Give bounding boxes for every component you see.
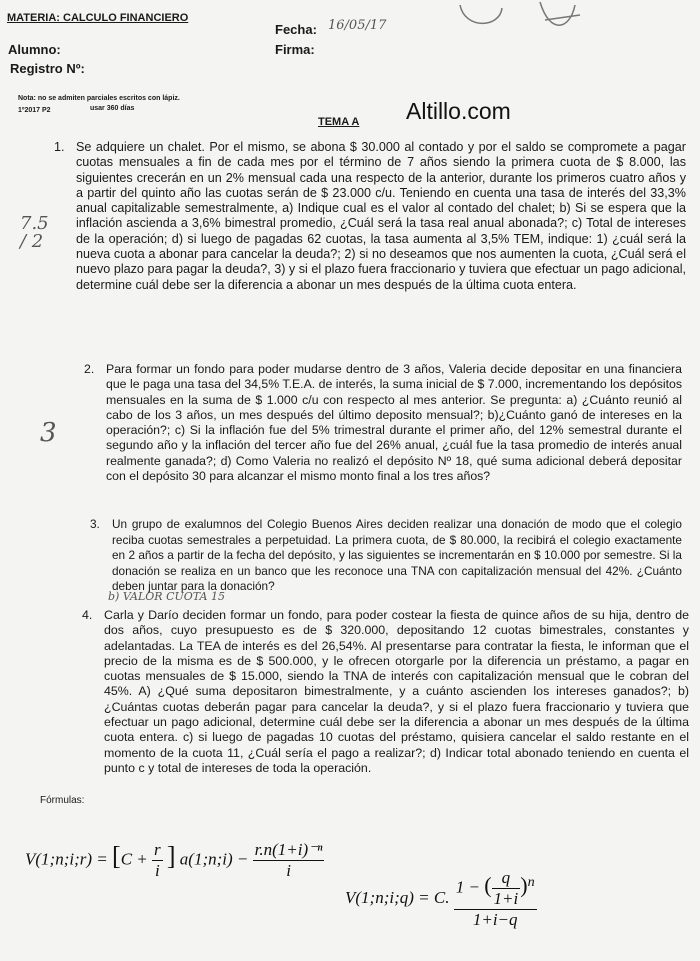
formula-2 — [345, 868, 537, 930]
formulas-label: Fórmulas: — [40, 795, 85, 806]
student-label: Alumno: — [8, 42, 61, 57]
question-text: Para formar un fondo para poder mudarse dentro de 3 años, Valeria decide depositar en una financiera que le paga una tasa del 34,5% T.E.A. de interés, la suma inicial de $ 7.000, incrementando los depósitos mensuales en la suma de $ 1.000 c/u con respecto al mes anterior. Se pregunta: a) ¿Cuánto reunió al cabo de los 3 años, un mes después del último deposito mensual?; b)¿Cuánto ganó de intereses en la operación?; c) Si la inflación fue del 5% trimestral durante el primer año, del 12% semestral durante el segundo año y la inflación del tercer año fue del 26% anual, ¿cuál fue la tasa promedio de interés anual realmente ganada?; d) Como Valeria no realizó el depósito Nº 18, qué suma adicional deberá depositar con el depósito 30 para alcanzar el mismo monto final a los tres años? — [106, 362, 682, 484]
question-number: 1. — [54, 140, 65, 154]
fraction-numerator — [454, 868, 537, 910]
paren-open: ( — [484, 872, 492, 898]
question-3 — [90, 517, 682, 595]
question-text: Un grupo de exalumnos del Colegio Buenos Aires deciden realizar una donación de modo que el colegio reciba cuotas semestrales a perpetuidad. La primera cuota, de $ 80.000, la recibirá el colegio exactamente en 2 años a partir de la fecha del depósito, y las siguientes se incrementarán en $ 10.000 por semestre. Si la donación se realiza en un banco que les reconoce una TNA con capitalización mensual del 42%. ¿Cuánto deben juntar para la donación? — [112, 517, 682, 593]
fraction-denominator: i — [286, 861, 291, 880]
question-text: Carla y Darío deciden formar un fondo, para poder costear la fiesta de quince años de su hija, dentro de dos años, cuyo presupuesto es de $ 320.000, depositando 12 cuotas bimestrales, constantes y adelantadas. La TEA de interés es del 26,54%. Al presentarse para contratar la fiesta, le informan que el precio de la misma es de $ 500.000, y le ofrecen otorgarle por la diferencia un préstamo, a pagar en cuotas mensuales de $ 15.000, siendo la TNA de interés con capitalización mensual que le cobran del 45%. A) ¿Qué suma depositaron bimestralmente, y a cuánto ascienden los intereses ganados?; b) ¿Cuántas cuotas deberán pagar para cancelar la deuda?, y si el plazo fuera fraccionario y tuviera que efectuar un pago adicional, determine cuál debe ser la diferencia a abonar un mes después de la última cuota entera. c) si luego de pagadas 10 cuotas del préstamo, quisiera cancelar el saldo restante en el momento de la cuota 11, ¿Cuál sería el pago a realizar?; d) Indicar total abonado teniendo en cuenta el punto c y total de intereses de toda la operación. — [104, 608, 689, 775]
paren-close: ) — [520, 872, 528, 898]
question-number: 2. — [84, 362, 95, 376]
exponent: n — [527, 873, 535, 890]
question-number: 3. — [90, 517, 100, 531]
fraction-r-over-i — [152, 840, 163, 881]
question-2 — [84, 362, 682, 484]
bracket-open: [ — [112, 841, 121, 871]
period-label: 1º2017 P2 — [18, 107, 51, 114]
question-1 — [54, 140, 686, 293]
fraction-denominator: i — [154, 861, 160, 880]
formula-1-annuity: a(1;n;i) − — [179, 849, 249, 869]
fraction-denominator: 1+i−q — [472, 910, 518, 929]
formula-1: V(1;n;i;r) = [C + $\frac{r}{i}$ ] a(1;n;i) − $\frac{\text{r.n(1+i)⁻ⁿ}}{i}$ — [25, 840, 323, 880]
question-text: Se adquiere un chalet. Por el mismo, se abona $ 30.000 al contado y por el saldo se compromete a pagar cuotas mensuales a fin de cada mes por el término de 7 años siendo la primera cuota de $ 8.000, las siguientes crecerán en un 2% mensual cada una respecto de la anterior, durante los primeros cuatro años y a partir del quinto año las cuotas serán de $ 23.000 c/u. Teniendo en cuenta una tasa de interés del 33,3% anual capitalizable semestralmente, a) Indique cual es el valor al contado del chalet; b) Si se espera que la inflación ascienda a 3,6% bimestral promedio, ¿Cuál será la tasa real anual abonada?; c) Total de intereses de la operación; d) si luego de pagadas 62 cuotas, la tasa aumenta al 3,5% TEM, indique: 1) ¿cuál será la nueva cuota a abonar para cancelar la deuda?; 2) si no deseamos que nos aumenten la cuota, ¿Cuál será el nuevo plazo para pagar la deuda?, 3) y si el plazo fuera fraccionario y tuviera que efectuar un pago adicional, determine cuál debe ser la diferencia a abonar un mes después de la última cuota entera. — [76, 140, 686, 292]
page-title: TEMA A — [318, 116, 360, 128]
question-4 — [82, 608, 689, 776]
signature-label: Firma: — [275, 42, 315, 57]
grade-mark-q2: 3 — [40, 418, 57, 448]
fraction-numerator: r.n(1+i)⁻ⁿ — [254, 840, 323, 859]
registry-label: Registro Nº: — [10, 61, 85, 76]
fraction-term — [253, 840, 325, 881]
subject-label: MATERIA: CALCULO FINANCIERO — [7, 12, 189, 24]
fraction-denominator: 1+i — [493, 889, 519, 908]
date-label: Fecha: — [275, 22, 317, 37]
signature-scribble — [440, 0, 590, 45]
grade-mark-q1: 7.5 / 2 — [20, 213, 49, 252]
note-line: Nota: no se admiten parciales escritos con lápiz. — [18, 95, 180, 102]
bracket-close: ] — [166, 841, 176, 871]
formula-2-lhs: V(1;n;i;q) = C. — [345, 887, 450, 907]
fraction-main — [454, 868, 537, 930]
watermark: Altillo.com — [406, 98, 511, 124]
fraction-numerator: q — [492, 868, 521, 889]
date-value: 16/05/17 — [328, 18, 387, 33]
formula-1-lhs: V(1;n;i;r) = — [25, 849, 108, 869]
numerator-prefix: 1 − — [455, 877, 480, 897]
fraction-numerator: r — [154, 840, 161, 859]
fraction-inner — [492, 868, 521, 909]
handwritten-note-q3: b) VALOR CUOTA 15 — [108, 590, 225, 603]
days-label: usar 360 días — [90, 105, 135, 112]
question-number: 4. — [82, 608, 93, 622]
